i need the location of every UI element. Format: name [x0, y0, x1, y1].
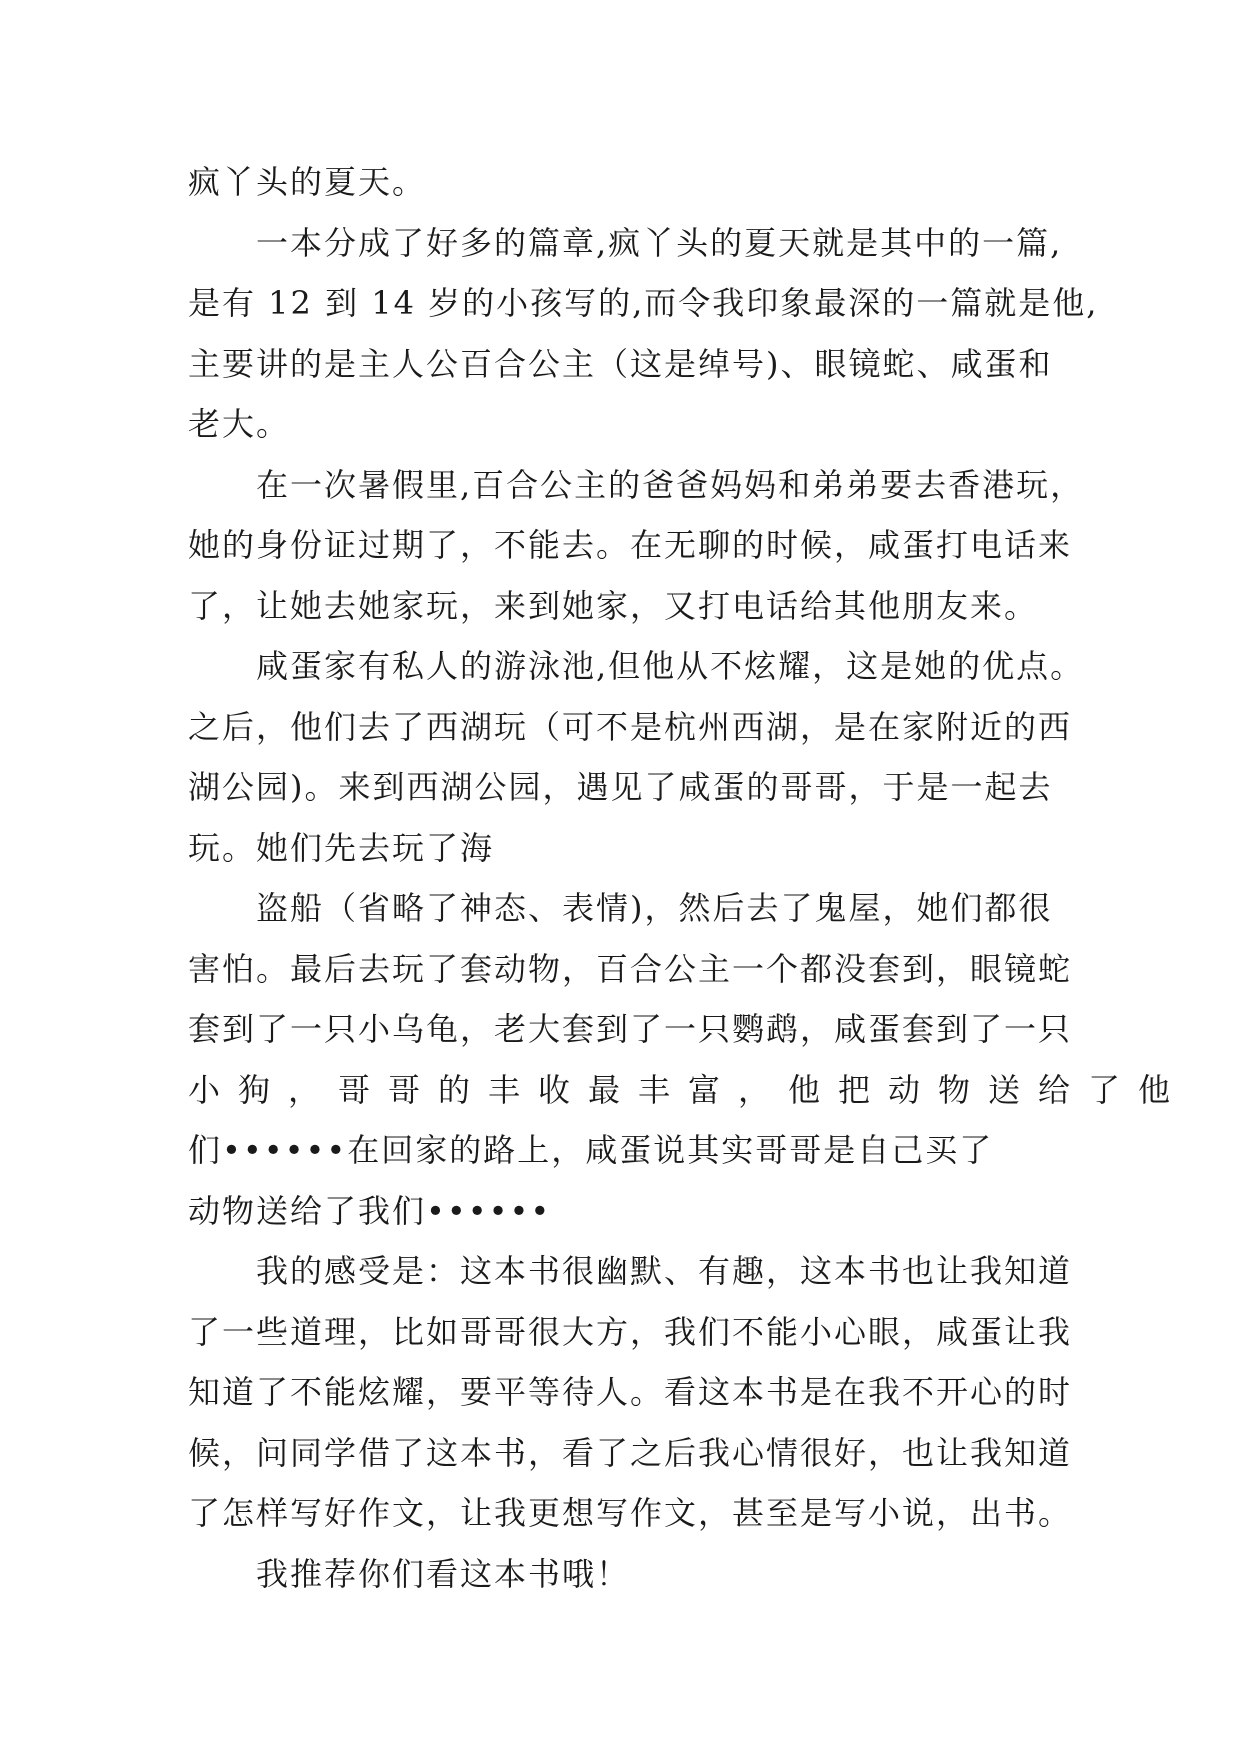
- text-line: 主要讲的是主人公百合公主（这是绰号)、眼镜蛇、咸蛋和: [188, 344, 1053, 383]
- text-line: 之后，他们去了西湖玩（可不是杭州西湖，是在家附近的西: [188, 707, 1073, 746]
- text-line: 了怎样写好作文，让我更想写作文，甚至是写小说，出书。: [188, 1494, 1073, 1532]
- paragraph-start-line: 一本分成了好多的篇章,疯丫头的夏天就是其中的一篇,: [256, 223, 1063, 262]
- text-line: 了，让她去她家玩，来到她家，又打电话给其他朋友来。: [188, 586, 1039, 625]
- document-body: [188, 152, 1189, 1604]
- text-line: 套到了一只小乌龟，老大套到了一只鹦鹉，咸蛋套到了一只: [188, 1010, 1073, 1048]
- text-line: 湖公园)。来到西湖公园，遇见了咸蛋的哥哥，于是一起去: [188, 768, 1053, 806]
- text-line: 们••••••在回家的路上，咸蛋说其实哥哥是自己买了: [188, 1131, 994, 1169]
- text-line: 是有 12 到 14 岁的小孩写的,而令我印象最深的一篇就是他,: [188, 284, 1099, 322]
- paragraph-start-line: 盗船（省略了神态、表情)，然后去了鬼屋，她们都很: [256, 889, 1053, 927]
- text-line: 老大。: [188, 405, 291, 443]
- text-line: 动物送给了我们••••••: [188, 1191, 552, 1230]
- paragraph-start-line: 我的感受是：这本书很幽默、有趣，这本书也让我知道: [256, 1252, 1073, 1290]
- justified-text-line: 小狗，哥哥的丰收最丰富，他把动物送给了他: [188, 1070, 1189, 1109]
- text-line: 害怕。最后去玩了套动物，百合公主一个都没套到，眼镜蛇: [188, 949, 1073, 988]
- paragraph-start-line: 我推荐你们看这本书哦！: [256, 1554, 631, 1593]
- text-line: 她的身份证过期了，不能去。在无聊的时候，咸蛋打电话来: [188, 526, 1073, 564]
- text-line: 疯丫头的夏天。: [188, 163, 427, 201]
- paragraph-start-line: 在一次暑假里,百合公主的爸爸妈妈和弟弟要去香港玩，: [256, 465, 1085, 504]
- text-line: 了一些道理，比如哥哥很大方，我们不能小心眼，咸蛋让我: [188, 1312, 1073, 1351]
- paragraph-start-line: 咸蛋家有私人的游泳池,但他从不炫耀，这是她的优点。: [256, 647, 1085, 685]
- text-line: 知道了不能炫耀，要平等待人。看这本书是在我不开心的时: [188, 1373, 1073, 1411]
- text-line: 玩。她们先去玩了海: [188, 828, 495, 867]
- text-line: 候，问同学借了这本书，看了之后我心情很好，也让我知道: [188, 1433, 1073, 1472]
